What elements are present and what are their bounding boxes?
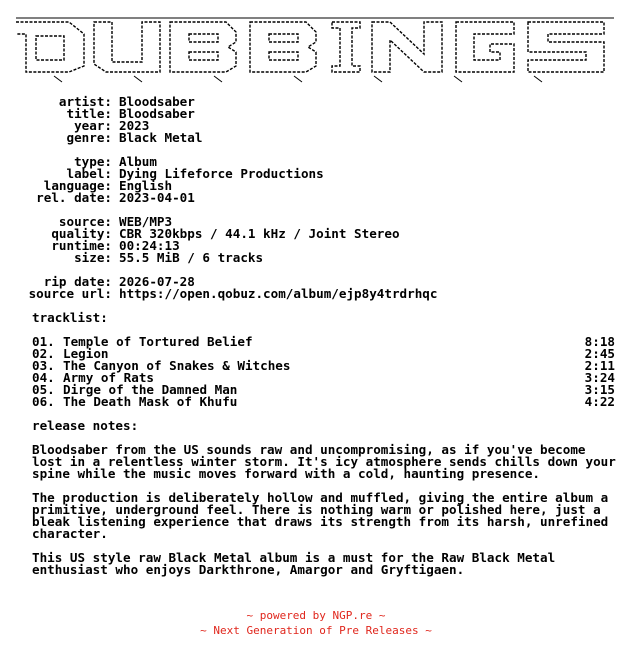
footer-powered-by: ~ powered by NGP.re ~ [246, 609, 386, 622]
release-notes-paragraph: This US style raw Black Metal album is a must for the Raw Black Metal enthusiast who enjoys Darkthrone, Amargor and Gryftigaen. [32, 550, 556, 577]
info-key: genre: [66, 130, 112, 145]
track-number: 05. [32, 382, 55, 397]
track-title: Army of Rats [63, 370, 154, 385]
info-value: Black Metal [119, 130, 203, 145]
info-key: quality: [51, 226, 112, 241]
info-value: 2023 [119, 118, 150, 133]
track-number: 01. [32, 334, 55, 349]
info-value: Album [119, 154, 157, 169]
track-length: 8:18 [584, 334, 615, 349]
info-value: WEB/MP3 [119, 214, 173, 229]
info-value: English [119, 178, 173, 193]
info-key: artist: [58, 94, 112, 109]
info-key: rel. date: [36, 190, 112, 205]
track-number: 03. [32, 358, 55, 373]
info-key: source url: [28, 286, 112, 301]
info-key: language: [43, 178, 112, 193]
track-title: Temple of Tortured Belief [63, 334, 253, 349]
track-title: Legion [63, 346, 109, 361]
track-number: 06. [32, 394, 55, 409]
info-key: label: [66, 166, 112, 181]
info-value: 00:24:13 [119, 238, 180, 253]
track-title: Dirge of the Damned Man [63, 382, 238, 397]
track-title: The Death Mask of Khufu [63, 394, 238, 409]
info-value: Bloodsaber [119, 94, 195, 109]
info-value: 55.5 MiB / 6 tracks [119, 250, 264, 265]
track-length: 2:11 [584, 358, 615, 373]
track-length: 3:24 [584, 370, 615, 385]
release-notes-paragraph: The production is deliberately hollow and muffled, giving the entire album a primitive, underground feel. There is nothing warm or polished here, just a bleak listening experience that draws its strength from its harsh, unrefined character. [32, 490, 609, 541]
release-notes-paragraph: Bloodsaber from the US sounds raw and uncompromising, as if you've become lost in a relentless winter storm. It's icy atmosphere sends chills down your spine while the music moves forward with a cold, haunting presence. [32, 442, 616, 481]
info-value: 2023-04-01 [119, 190, 195, 205]
info-key: year: [74, 118, 112, 133]
release-notes-heading: release notes: [32, 418, 139, 433]
track-number: 04. [32, 370, 55, 385]
tracklist-heading: tracklist: [32, 310, 108, 325]
info-value: Dying Lifeforce Productions [119, 166, 324, 181]
info-value: 2026-07-28 [119, 274, 195, 289]
footer-tagline: ~ Next Generation of Pre Releases ~ [200, 624, 432, 637]
info-key: runtime: [51, 238, 112, 253]
info-key: type: [74, 154, 112, 169]
track-length: 4:22 [584, 394, 615, 409]
track-title: The Canyon of Snakes & Witches [63, 358, 291, 373]
ascii-logo [14, 14, 618, 84]
info-value: CBR 320kbps / 44.1 kHz / Joint Stereo [119, 226, 400, 241]
info-key: title: [66, 106, 112, 121]
info-key: rip date: [43, 274, 112, 289]
track-number: 02. [32, 346, 55, 361]
track-length: 3:15 [584, 382, 615, 397]
info-value: Bloodsaber [119, 106, 195, 121]
info-key: source: [58, 214, 112, 229]
info-key: size: [74, 250, 112, 265]
track-length: 2:45 [584, 346, 615, 361]
info-value: https://open.qobuz.com/album/ejp8y4trdrhqc [119, 286, 438, 301]
